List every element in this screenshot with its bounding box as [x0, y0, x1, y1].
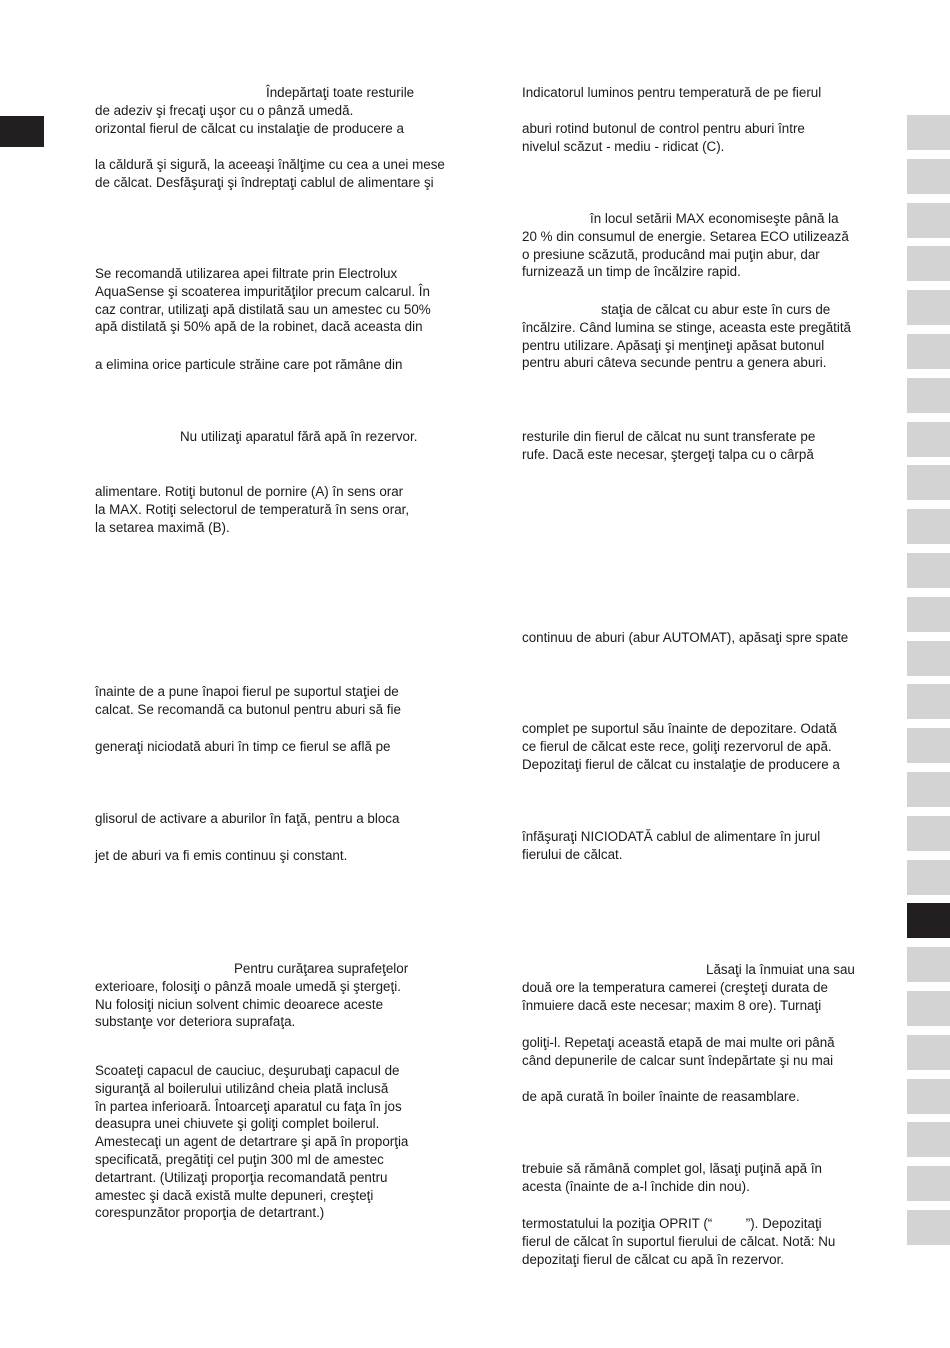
text-block-b11 [95, 960, 409, 1031]
text-line: deasupra unei chiuvete şi goliţi complet boilerul. [95, 1116, 380, 1132]
language-tab[interactable] [907, 641, 950, 676]
text-line: goliţi-l. Repetaţi această etapă de mai multe ori până [522, 1035, 835, 1050]
language-tab[interactable] [907, 991, 950, 1026]
text-line: furnizează un timp de încălzire rapid. [522, 264, 741, 280]
language-tab[interactable] [907, 159, 950, 194]
text-block-r7 [522, 720, 840, 773]
text-line: apă distilată şi 50% apă de la robinet, dacă aceasta din [95, 319, 423, 335]
text-block-r2 [522, 120, 805, 156]
text-block-b4 [95, 356, 402, 374]
language-tab[interactable] [907, 378, 950, 413]
text-block-b10 [95, 847, 347, 865]
text-line: fierului de călcat. [522, 846, 623, 862]
text-block-r10 [522, 1034, 835, 1070]
text-line: orizontal fierul de călcat cu instalaţie de producere a [95, 120, 404, 136]
text-block-r1 [522, 84, 821, 102]
text-line: calcat. Se recomandă ca butonul pentru aburi să fie [95, 701, 401, 717]
language-tab[interactable] [907, 422, 950, 457]
text-line: exterioare, folosiţi o pânză moale umedă şi ştergeţi. [95, 978, 401, 994]
text-line: la MAX. Rotiţi selectorul de temperatură în sens orar, [95, 501, 410, 517]
text-line: fierul de călcat în suportul fierului de călcat. Notă: Nu [522, 1233, 836, 1249]
text-line: nivelul scăzut - mediu - ridicat (C). [522, 138, 725, 154]
text-line: AquaSense şi scoaterea impurităţilor precum calcarul. În [95, 283, 430, 299]
text-line: Îndepărtaţi toate resturile [266, 85, 415, 100]
language-tab[interactable] [907, 1210, 950, 1245]
text-block-r6 [522, 629, 848, 647]
language-tab[interactable] [907, 334, 950, 369]
text-line: înfăşuraţi NICIODATĂ cablul de alimentare în jurul [522, 829, 821, 844]
text-line: înmuiere dacă este necesar; maxim 8 ore). Turnaţi [522, 997, 822, 1013]
text-block-b7 [95, 683, 401, 719]
text-block-r12 [522, 1160, 822, 1196]
text-line: când depunerile de calcar sunt îndepărtate şi nu mai [522, 1052, 834, 1068]
text-line: depozitaţi fierul de călcat cu apă în rezervor. [522, 1251, 785, 1267]
text-block-b2 [95, 156, 445, 192]
left-language-marker [0, 116, 44, 147]
language-tab-active[interactable] [907, 903, 950, 938]
text-line: de călcat. Desfăşuraţi şi îndreptaţi cablul de alimentare şi [95, 174, 434, 190]
language-tab[interactable] [907, 509, 950, 544]
language-tab[interactable] [907, 597, 950, 632]
text-block-r5 [522, 428, 815, 464]
text-line: în locul setării MAX economiseşte până la [590, 211, 839, 226]
language-tab-strip [907, 115, 950, 1254]
text-block-r13 [522, 1215, 835, 1268]
text-line: jet de aburi va fi emis continuu şi constant. [95, 848, 348, 863]
text-line: corespunzător proporţia de detartrant.) [95, 1205, 325, 1221]
text-block-r3 [522, 210, 849, 281]
text-line: siguranţă al boilerului utilizând cheia plată inclusă [95, 1080, 389, 1096]
text-line: încălzire. Când lumina se stinge, aceasta este pregătită [522, 319, 851, 335]
language-tab[interactable] [907, 1122, 950, 1157]
language-tab[interactable] [907, 203, 950, 238]
text-block-b5 [180, 428, 417, 446]
language-tab[interactable] [907, 860, 950, 895]
text-block-r8 [522, 828, 820, 864]
text-block-r4 [522, 301, 851, 372]
text-line: specificată, pregătiţi cel puţin 300 ml de amestec [95, 1151, 384, 1167]
text-line: de adeziv şi frecaţi uşor cu o pânză umedă. [95, 102, 354, 118]
text-line: generaţi niciodată aburi în timp ce fierul se află pe [95, 739, 391, 754]
text-block-b3 [95, 265, 431, 336]
text-line: Indicatorul luminos pentru temperatură de pe fierul [522, 85, 822, 100]
language-tab[interactable] [907, 772, 950, 807]
language-tab[interactable] [907, 290, 950, 325]
text-block-b8 [95, 738, 391, 756]
text-line: înainte de a pune înapoi fierul pe suportul staţiei de [95, 684, 399, 699]
text-line: Scoateţi capacul de cauciuc, deşurubaţi capacul de [95, 1063, 400, 1078]
language-tab[interactable] [907, 553, 950, 588]
language-tab[interactable] [907, 728, 950, 763]
text-line: trebuie să rămână complet gol, lăsaţi puţină apă în [522, 1161, 822, 1176]
language-tab[interactable] [907, 1035, 950, 1070]
text-line: pentru utilizare. Apăsaţi şi menţineţi apăsat butonul [522, 337, 825, 353]
text-line: termostatului la poziţia OPRIT (“ ”). Depozitaţi [522, 1216, 822, 1231]
text-line: 20 % din consumul de energie. Setarea ECO utilizează [522, 228, 849, 244]
text-block-r11 [522, 1088, 800, 1106]
text-line: în partea inferioară. Întoarceţi aparatul cu faţa în jos [95, 1098, 402, 1114]
text-line: pentru aburi câteva secunde pentru a genera aburi. [522, 355, 827, 371]
text-line: ce fierul de călcat este rece, goliţi rezervorul de apă. [522, 738, 832, 754]
text-line: Se recomandă utilizarea apei filtrate prin Electrolux [95, 266, 398, 281]
language-tab[interactable] [907, 465, 950, 500]
text-line: a elimina orice particule străine care pot rămâne din [95, 357, 403, 372]
text-line: Depozitaţi fierul de călcat cu instalaţie de producere a [522, 756, 840, 772]
language-tab[interactable] [907, 947, 950, 982]
text-line: complet pe suportul său înainte de depozitare. Odată [522, 721, 837, 736]
text-block-r9 [522, 961, 855, 1014]
text-line: acesta (înainte de a-l închide din nou). [522, 1178, 750, 1194]
text-line: Amestecaţi un agent de detartrare şi apă în proporţia [95, 1134, 409, 1150]
language-tab[interactable] [907, 1079, 950, 1114]
language-tab[interactable] [907, 1166, 950, 1201]
text-line: staţia de călcat cu abur este în curs de [601, 302, 831, 317]
language-tab[interactable] [907, 816, 950, 851]
text-line: aburi rotind butonul de control pentru aburi între [522, 121, 805, 136]
text-line: de apă curată în boiler înainte de reasamblare. [522, 1089, 800, 1104]
text-line: o presiune scăzută, producând mai puţin abur, dar [522, 246, 820, 262]
text-block-b1 [95, 84, 415, 137]
language-tab[interactable] [907, 684, 950, 719]
text-block-b6 [95, 483, 409, 536]
text-line: la setarea maximă (B). [95, 519, 230, 535]
text-line: două ore la temperatura camerei (creşteţi durata de [522, 979, 828, 995]
text-line: amestec şi dacă există multe depuneri, creşteţi [95, 1187, 374, 1203]
text-line: Pentru curăţarea suprafeţelor [234, 961, 409, 976]
text-line: Nu folosiţi niciun solvent chimic deoarece aceste [95, 996, 384, 1012]
text-line: alimentare. Rotiţi butonul de pornire (A) în sens orar [95, 484, 404, 499]
text-line: rufe. Dacă este necesar, ştergeţi talpa cu o cârpă [522, 446, 814, 462]
text-block-b9 [95, 810, 399, 828]
text-line: Nu utilizaţi aparatul fără apă în rezervor. [180, 429, 418, 444]
language-tab[interactable] [907, 115, 950, 150]
text-line: substanţe vor deteriora suprafaţa. [95, 1014, 296, 1030]
text-line: Lăsaţi la înmuiat una sau [706, 962, 855, 977]
text-line: resturile din fierul de călcat nu sunt transferate pe [522, 429, 816, 444]
text-line: la căldură şi sigură, la aceeaşi înălţime cu cea a unei mese [95, 157, 445, 172]
text-line: glisorul de activare a aburilor în faţă, pentru a bloca [95, 811, 400, 826]
language-tab[interactable] [907, 246, 950, 281]
text-block-b12 [95, 1062, 408, 1222]
text-line: detartrant. (Utilizaţi proporţia recomandată pentru [95, 1169, 388, 1185]
text-line: continuu de aburi (abur AUTOMAT), apăsaţi spre spate [522, 630, 849, 645]
text-line: caz contrar, utilizaţi apă distilată sau un amestec cu 50% [95, 301, 431, 317]
